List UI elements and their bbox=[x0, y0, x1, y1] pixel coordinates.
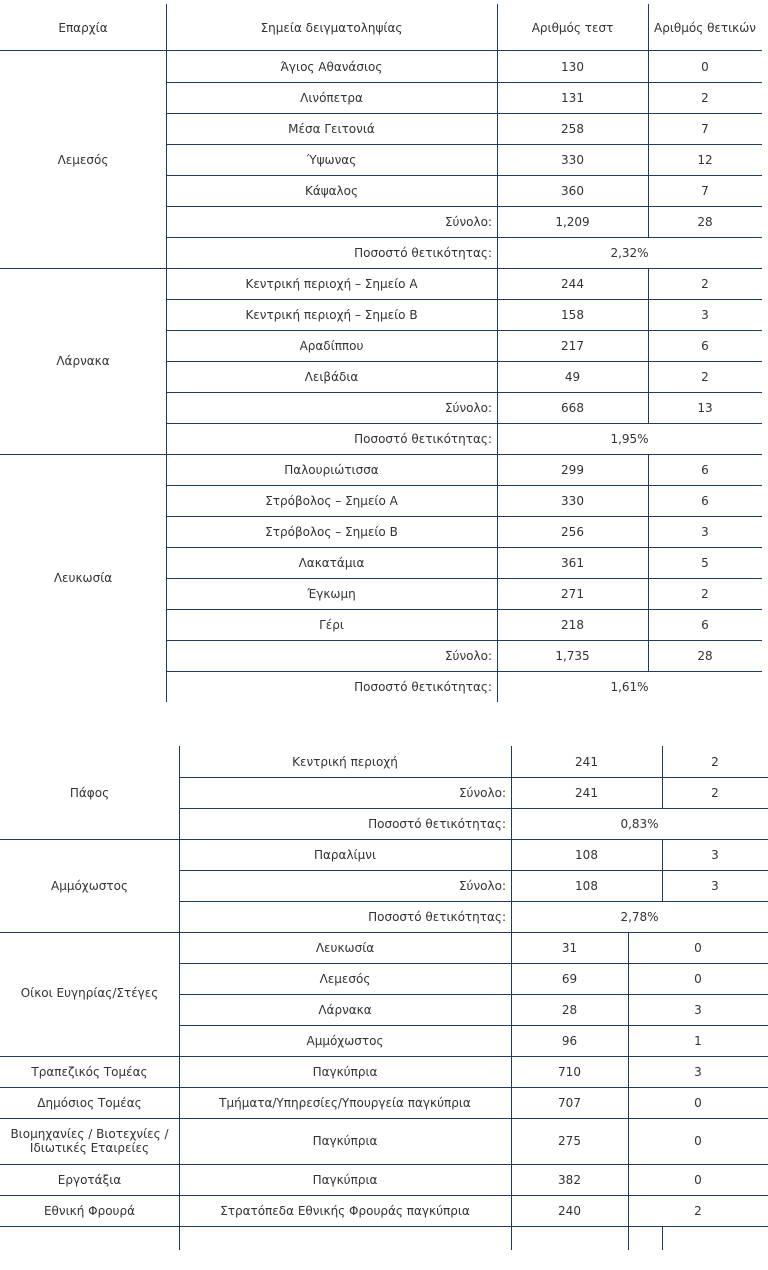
total-tests: 108 bbox=[575, 878, 598, 893]
tests-count: 271 bbox=[561, 586, 584, 601]
column-divider bbox=[497, 4, 498, 702]
sampling-point-name: Λειβάδια bbox=[304, 369, 359, 384]
care-home-region: Αμμόχωστος bbox=[306, 1033, 384, 1048]
positivity-rate-label: Ποσοστό θετικότητας: bbox=[354, 431, 492, 446]
positives-count: 2 bbox=[701, 369, 709, 384]
total-label: Σύνολο: bbox=[444, 400, 492, 415]
tests-count: 49 bbox=[564, 369, 581, 384]
positives-count: 2 bbox=[701, 276, 709, 291]
tests-count: 382 bbox=[558, 1172, 581, 1187]
positivity-rate-label: Ποσοστό θετικότητας: bbox=[354, 245, 492, 260]
sampling-point-name: Λινόπετρα bbox=[300, 90, 363, 105]
sampling-point-name: Αραδίππου bbox=[299, 338, 364, 353]
positives-count: 3 bbox=[711, 847, 719, 862]
positives-count: 3 bbox=[701, 524, 709, 539]
sampling-point-name: Παγκύπρια bbox=[312, 1172, 378, 1187]
column-divider bbox=[628, 932, 629, 1250]
positives-count: 0 bbox=[694, 1095, 702, 1110]
total-positives: 28 bbox=[697, 214, 713, 229]
sampling-point-name: Παλουριώτισσα bbox=[284, 462, 379, 477]
sampling-point-name: Κάψαλος bbox=[304, 183, 359, 198]
total-positives: 13 bbox=[697, 400, 713, 415]
total-tests: 241 bbox=[575, 785, 598, 800]
positivity-rate: 1,61% bbox=[610, 679, 649, 694]
positives-count: 0 bbox=[694, 940, 702, 955]
tests-count: 710 bbox=[558, 1064, 581, 1079]
tests-count: 299 bbox=[561, 462, 584, 477]
column-header-region: Επαρχία bbox=[58, 20, 108, 35]
positives-count: 2 bbox=[711, 754, 719, 769]
column-header-tests: Αριθμός τεστ bbox=[531, 20, 614, 35]
positives-count: 2 bbox=[694, 1203, 702, 1218]
tests-count: 96 bbox=[561, 1033, 578, 1048]
positivity-rate-label: Ποσοστό θετικότητας: bbox=[368, 816, 506, 831]
positives-count: 2 bbox=[701, 586, 709, 601]
positives-count: 3 bbox=[701, 307, 709, 322]
positivity-rate-label: Ποσοστό θετικότητας: bbox=[368, 909, 506, 924]
positivity-rate: 1,95% bbox=[610, 431, 649, 446]
sampling-point-name: Κεντρική περιοχή – Σημείο Β bbox=[245, 307, 418, 322]
column-divider bbox=[662, 1226, 663, 1250]
region-name: Λευκωσία bbox=[53, 571, 113, 585]
tests-count: 240 bbox=[558, 1203, 581, 1218]
total-positives: 3 bbox=[711, 878, 719, 893]
sampling-point-name: Κεντρική περιοχή – Σημείο Α bbox=[245, 276, 418, 291]
sampling-point-name: Ύψωνας bbox=[306, 152, 357, 167]
region-name: Πάφος bbox=[69, 785, 110, 800]
positives-count: 1 bbox=[694, 1033, 702, 1048]
tests-count: 31 bbox=[561, 940, 578, 955]
positives-count: 12 bbox=[697, 152, 713, 167]
column-divider bbox=[648, 454, 649, 671]
sector-name: Εργοτάξια bbox=[57, 1172, 122, 1187]
positives-count: 6 bbox=[701, 617, 709, 632]
positives-count: 0 bbox=[694, 971, 702, 986]
sampling-point-name: Κεντρική περιοχή bbox=[292, 754, 398, 769]
sampling-point-name: Στρόβολος – Σημείο Β bbox=[265, 524, 398, 539]
tests-count: 330 bbox=[561, 493, 584, 508]
tests-count: 361 bbox=[561, 555, 584, 570]
group-name-care-homes: Οίκοι Ευγηρίας/Στέγες bbox=[20, 986, 159, 1000]
care-home-region: Λεμεσός bbox=[319, 971, 371, 986]
care-home-region: Λάρνακα bbox=[318, 1002, 372, 1017]
column-divider bbox=[648, 268, 649, 423]
sampling-point-name: Τμήματα/Υπηρεσίες/Υπουργεία παγκύπρια bbox=[219, 1095, 471, 1110]
sector-name: Τραπεζικός Τομέας bbox=[31, 1064, 148, 1079]
region-name: Λεμεσός bbox=[57, 152, 109, 167]
total-positives: 2 bbox=[711, 785, 719, 800]
tests-count: 330 bbox=[561, 152, 584, 167]
column-header-positives: Αριθμός θετικών bbox=[654, 20, 756, 35]
sampling-point-name: Παγκύπρια bbox=[312, 1064, 378, 1079]
positives-count: 3 bbox=[694, 1002, 702, 1017]
tests-count: 360 bbox=[561, 183, 584, 198]
tests-count: 258 bbox=[561, 121, 584, 136]
total-positives: 28 bbox=[697, 648, 713, 663]
column-divider bbox=[511, 746, 512, 1250]
table-divider bbox=[0, 1226, 768, 1227]
sampling-point-name: Στρατόπεδα Εθνικής Φρουράς παγκύπρια bbox=[220, 1203, 470, 1218]
care-home-region: Λευκωσία bbox=[315, 940, 375, 955]
positives-count: 0 bbox=[701, 59, 709, 74]
positivity-rate: 2,32% bbox=[610, 245, 649, 260]
region-name: Αμμόχωστος bbox=[50, 878, 128, 893]
sampling-point-name: Άγιος Αθανάσιος bbox=[280, 59, 383, 74]
positivity-rate: 2,78% bbox=[620, 909, 659, 924]
total-tests: 1,209 bbox=[555, 214, 590, 229]
tests-count: 241 bbox=[575, 754, 598, 769]
total-label: Σύνολο: bbox=[458, 878, 506, 893]
tests-count: 69 bbox=[561, 971, 578, 986]
sampling-point-name: Λακατάμια bbox=[298, 555, 365, 570]
positives-count: 6 bbox=[701, 462, 709, 477]
total-label: Σύνολο: bbox=[444, 214, 492, 229]
total-label: Σύνολο: bbox=[458, 785, 506, 800]
sampling-point-name: Στρόβολος – Σημείο Α bbox=[265, 493, 398, 508]
column-divider bbox=[648, 4, 649, 51]
column-header-sampling-points: Σημεία δειγματοληψίας bbox=[260, 20, 403, 35]
tests-count: 28 bbox=[561, 1002, 578, 1017]
tests-count: 130 bbox=[561, 59, 584, 74]
column-divider bbox=[166, 4, 167, 702]
tests-count: 131 bbox=[561, 90, 584, 105]
column-divider bbox=[179, 746, 180, 1250]
positivity-rate-label: Ποσοστό θετικότητας: bbox=[354, 679, 492, 694]
column-divider bbox=[662, 839, 663, 901]
positives-count: 2 bbox=[701, 90, 709, 105]
tests-count: 707 bbox=[558, 1095, 581, 1110]
tests-count: 275 bbox=[558, 1134, 581, 1148]
sampling-point-name: Παραλίμνι bbox=[313, 847, 377, 862]
tests-count: 256 bbox=[561, 524, 584, 539]
positivity-rate: 0,83% bbox=[620, 816, 659, 831]
positives-count: 5 bbox=[701, 555, 709, 570]
tests-count: 218 bbox=[561, 617, 584, 632]
tests-count: 108 bbox=[575, 847, 598, 862]
region-name: Λάρνακα bbox=[56, 354, 110, 368]
positives-count: 3 bbox=[694, 1064, 702, 1079]
positives-count: 6 bbox=[701, 338, 709, 353]
positives-count: 0 bbox=[694, 1172, 702, 1187]
sector-name: Δημόσιος Τομέας bbox=[37, 1095, 142, 1110]
total-tests: 1,735 bbox=[555, 648, 590, 663]
positives-count: 6 bbox=[701, 493, 709, 508]
column-divider bbox=[662, 746, 663, 808]
sampling-point-name: Έγκωμη bbox=[307, 586, 356, 601]
positives-count: 0 bbox=[694, 1134, 702, 1148]
sector-name: Εθνική Φρουρά bbox=[43, 1203, 136, 1218]
sampling-point-name: Γέρι bbox=[319, 617, 344, 632]
sampling-point-name: Μέσα Γειτονιά bbox=[288, 121, 375, 136]
positives-count: 7 bbox=[701, 121, 709, 136]
total-label: Σύνολο: bbox=[444, 648, 492, 663]
column-divider bbox=[648, 51, 649, 237]
tests-count: 158 bbox=[561, 307, 584, 322]
positives-count: 7 bbox=[701, 183, 709, 198]
tests-count: 217 bbox=[561, 338, 584, 353]
sampling-point-name: Παγκύπρια bbox=[312, 1134, 378, 1148]
tests-count: 244 bbox=[561, 276, 584, 291]
sector-name: Βιομηχανίες / Βιοτεχνίες / Ιδιωτικές Εταιρείες bbox=[10, 1127, 169, 1155]
total-tests: 668 bbox=[561, 400, 584, 415]
